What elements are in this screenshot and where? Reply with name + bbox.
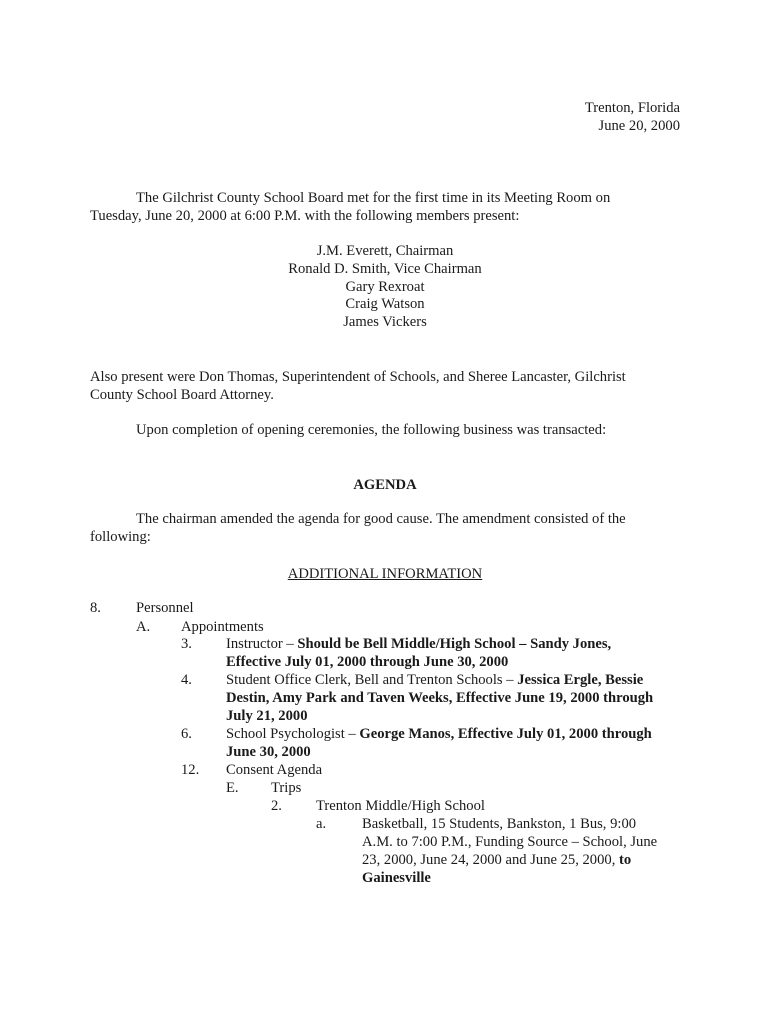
outline-label: Trips — [271, 780, 302, 796]
member-name: Ronald D. Smith, Vice Chairman — [288, 260, 482, 277]
member-name: Gary Rexroat — [345, 278, 425, 295]
outline-number: 6. — [181, 726, 192, 742]
outline-letter: a. — [316, 816, 327, 832]
outline-number: 3. — [181, 636, 192, 652]
amendment-paragraph: The chairman amended the agenda for good cause. The amendment consisted of the following: — [90, 511, 626, 545]
dateline-place: Trenton, Florida — [584, 100, 680, 116]
intro-paragraph: The Gilchrist County School Board met for the first time in its Meeting Room on Tuesday, June 20, 2000 at 6:00 P.M. with the following members present: — [90, 190, 611, 224]
item-plain-text: School Psychologist – — [226, 726, 360, 742]
additional-info-heading: ADDITIONAL INFORMATION — [287, 566, 483, 582]
item-text: Basketball, 15 Students, Bankston, 1 Bus, 9:00 — [362, 816, 637, 832]
members-list — [90, 243, 680, 332]
dateline-date: June 20, 2000 — [598, 118, 680, 134]
item-plain-text: Instructor – — [226, 636, 298, 652]
item-bold-text: Effective July 01, 2000 through June 30, 2000 — [226, 654, 509, 670]
item-bold-text: George Manos, Effective July 01, 2000 through — [359, 726, 652, 742]
outline-number: 12. — [181, 762, 200, 778]
outline-number: 8. — [90, 600, 101, 616]
outline-number: 4. — [181, 672, 192, 688]
item-bold-text: Destin, Amy Park and Taven Weeks, Effective June 19, 2000 through — [226, 690, 654, 706]
item-plain-text: Student Office Clerk, Bell and Trenton Schools – — [226, 672, 518, 688]
outline-label: Trenton Middle/High School — [316, 798, 485, 814]
member-name: James Vickers — [343, 314, 427, 331]
item-plain-text: 23, 2000, June 24, 2000 and June 25, 2000, — [362, 852, 619, 868]
item-bold-text: Gainesville — [362, 870, 431, 886]
outline-label: Appointments — [181, 619, 264, 635]
also-present-paragraph: Also present were Don Thomas, Superintendent of Schools, and Sheree Lancaster, Gilchrist County School Board Attorney. — [90, 369, 626, 403]
item-bold-text: July 21, 2000 — [226, 708, 308, 724]
item-bold-text: Jessica Ergle, Bessie — [517, 672, 644, 688]
item-bold-text: June 30, 2000 — [226, 744, 311, 760]
item-text: A.M. to 7:00 P.M., Funding Source – School, June — [362, 834, 658, 850]
outline-label: Consent Agenda — [226, 762, 323, 778]
outline-letter: A. — [136, 619, 151, 635]
item-bold-text: Should be Bell Middle/High School – Sandy Jones, — [297, 636, 612, 652]
member-name: J.M. Everett, Chairman — [316, 243, 454, 259]
opening-paragraph: Upon completion of opening ceremonies, the following business was transacted: — [136, 422, 607, 438]
member-name: Craig Watson — [345, 296, 425, 313]
outline-number: 2. — [271, 798, 282, 814]
item-bold-text: to — [619, 852, 632, 868]
outline-label: Personnel — [136, 600, 194, 616]
outline-letter: E. — [226, 780, 239, 796]
agenda-heading: AGENDA — [353, 477, 417, 493]
